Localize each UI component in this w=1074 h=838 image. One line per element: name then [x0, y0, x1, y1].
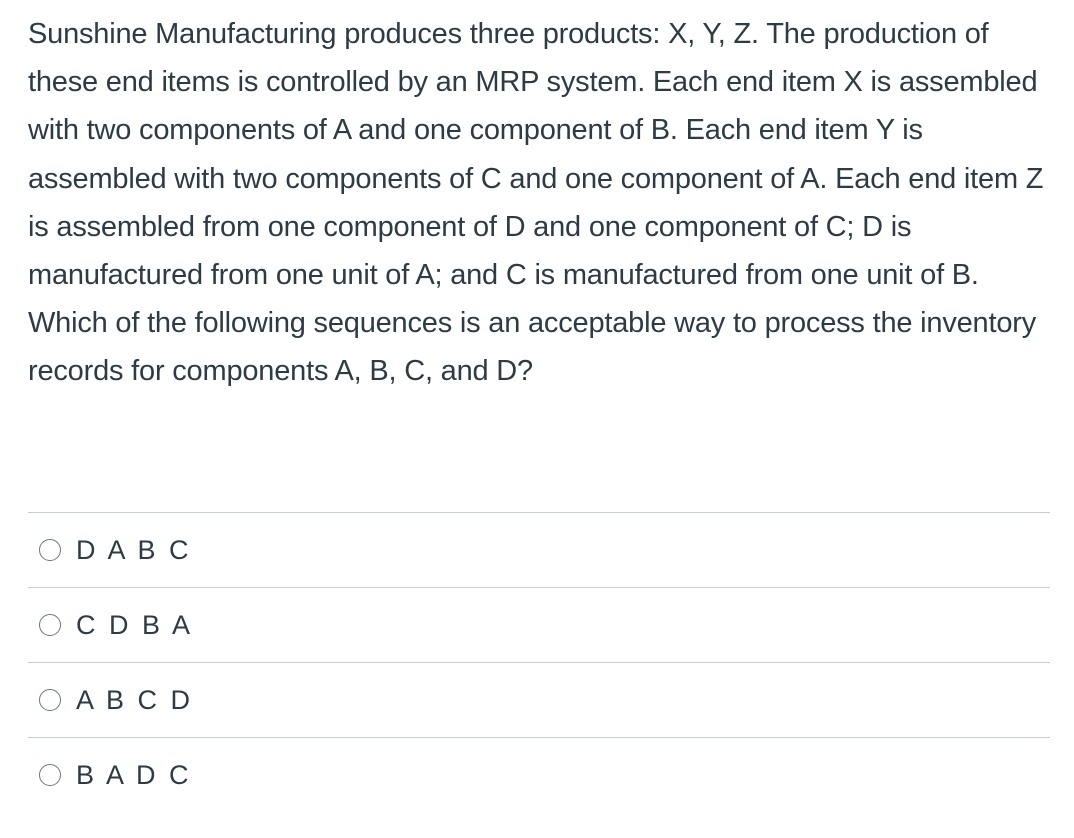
answer-option-2[interactable]	[28, 587, 1050, 662]
question-text: Sunshine Manufacturing produces three products: X, Y, Z. The production of these end items is controlled by an MRP system. Each end item X is assembled with two components of A and one component of B. Each end item Y is assembled with two components of C and one component of A. Each end item Z is assembled from one component of D and one component of C; D is manufactured from one unit of A; and C is manufactured from one unit of B. Which of the following sequences is an acceptable way to process the inventory records for components A, B, C, and D?	[28, 18, 1044, 388]
radio-button[interactable]	[39, 764, 61, 786]
answer-label: C D B A	[76, 609, 194, 640]
question-stem	[28, 10, 1050, 396]
answer-label: B A D C	[76, 759, 192, 790]
answer-list	[28, 512, 1050, 812]
answer-label: D A B C	[76, 534, 192, 565]
radio-button[interactable]	[39, 539, 61, 561]
answer-option-3[interactable]	[28, 662, 1050, 737]
answer-option-1[interactable]	[28, 512, 1050, 587]
answer-label: A B C D	[76, 684, 194, 715]
radio-button[interactable]	[39, 614, 61, 636]
answer-option-4[interactable]	[28, 737, 1050, 812]
radio-button[interactable]	[39, 689, 61, 711]
